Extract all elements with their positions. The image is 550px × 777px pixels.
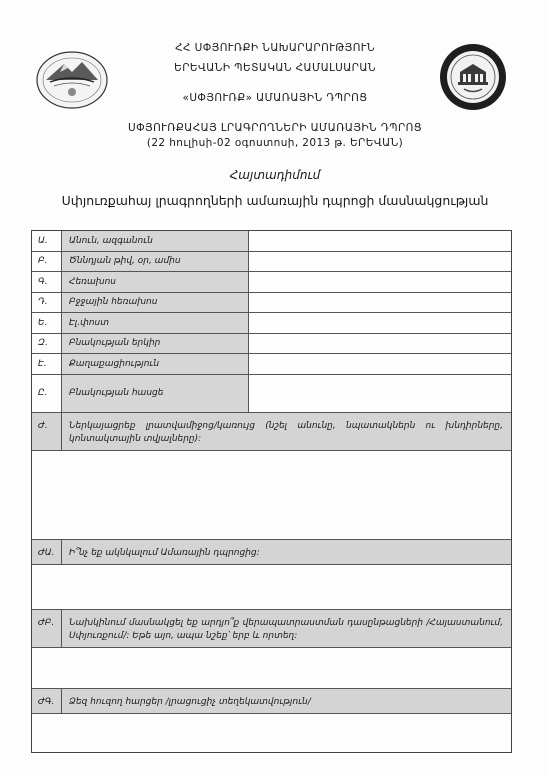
header-university: ԵՐԵՎԱՆԻ ՊԵՏԱԿԱՆ ՀԱՄԱԼՍԱՐԱՆ bbox=[174, 62, 376, 74]
phone-input[interactable] bbox=[249, 272, 511, 292]
email-input[interactable] bbox=[249, 313, 511, 333]
question-text: Ներկայացրեք լրատվամիջոց/կառույց (նշել անունը, նպատակներն ու խնդիրները, կոնտակտային տվյալները): bbox=[69, 420, 503, 444]
header-ministry: ՀՀ ՍՓՅՈՒՌՔԻ ՆԱԽԱՐԱՐՈՒԹՅՈՒՆ bbox=[175, 42, 375, 54]
field-letter: Ը. bbox=[32, 375, 62, 412]
field-row-address bbox=[32, 375, 511, 413]
address-input[interactable] bbox=[249, 375, 511, 412]
header-program: ՍՓՅՈՒՌՔԱՀԱՅ ԼՐԱԳՐՈՂՆԵՐԻ ԱՄԱՌԱՅԻՆ ԴՊՐՈՑ bbox=[128, 122, 422, 134]
header-school: «ՍՓՅՈՒՌՔ» ԱՄԱՌԱՅԻՆ ԴՊՐՈՑ bbox=[182, 92, 368, 104]
form-subtitle: Սփյուռքահայ լրագրողների ամառային դպրոցի մասնակցության bbox=[61, 193, 489, 208]
header-dates: (22 հուլիսի-02 օգոստոսի, 2013 թ. ԵՐԵՎԱՆ) bbox=[146, 137, 404, 149]
question-letter: ԺԳ. bbox=[32, 689, 62, 713]
field-letter: Ե. bbox=[32, 313, 62, 333]
question-row-prior-training bbox=[32, 610, 511, 648]
question-row-expectations bbox=[32, 540, 511, 565]
field-row-citizenship bbox=[32, 354, 511, 375]
prior-training-answer-area[interactable] bbox=[32, 648, 511, 689]
field-label: Ծննդյան թիվ, օր, ամիս bbox=[62, 252, 249, 272]
field-label: Քաղաքացիություն bbox=[62, 354, 249, 374]
question-text: Ի՞նչ եք ակնկալում Ամառային դպրոցից: bbox=[69, 547, 260, 558]
field-letter: Դ. bbox=[32, 293, 62, 313]
field-letter: Է. bbox=[32, 354, 62, 374]
citizenship-input[interactable] bbox=[249, 354, 511, 374]
field-letter: Ա. bbox=[32, 231, 62, 251]
field-letter: Բ. bbox=[32, 252, 62, 272]
field-row-birthdate bbox=[32, 252, 511, 273]
birthdate-input[interactable] bbox=[249, 252, 511, 272]
field-row-name bbox=[32, 231, 511, 252]
question-letter: Ժ. bbox=[32, 413, 62, 450]
question-row-other bbox=[32, 689, 511, 714]
mobile-input[interactable] bbox=[249, 293, 511, 313]
field-label: Բնակության երկիր bbox=[62, 334, 249, 354]
question-letter: ԺԲ. bbox=[32, 610, 62, 647]
field-row-email bbox=[32, 313, 511, 334]
question-text: Նախկինում մասնակցել եք արդյո՞ք վերապատրաստման դասընթացների /Հայաստանում, Սփյուռքում/: Եթե այո, ապա նշեք՝ երբ և որտեղ: bbox=[69, 617, 503, 641]
question-row-media bbox=[32, 413, 511, 451]
field-label: Էլ.փոստ bbox=[62, 313, 249, 333]
question-text: Ձեզ հուզող հարցեր /լրացուցիչ տեղեկատվություն/ bbox=[69, 696, 311, 707]
field-letter: Գ. bbox=[32, 272, 62, 292]
field-row-mobile bbox=[32, 293, 511, 314]
application-table bbox=[31, 230, 512, 753]
field-label: Բնակության հասցե bbox=[62, 375, 249, 412]
field-row-country bbox=[32, 334, 511, 355]
question-letter: ԺԱ. bbox=[32, 540, 62, 564]
media-answer-area[interactable] bbox=[32, 451, 511, 540]
field-label: Հեռախոս bbox=[62, 272, 249, 292]
field-label: Անուն, ազգանուն bbox=[62, 231, 249, 251]
field-row-phone bbox=[32, 272, 511, 293]
field-label: Բջջային հեռախոս bbox=[62, 293, 249, 313]
other-answer-area[interactable] bbox=[32, 714, 511, 752]
country-input[interactable] bbox=[249, 334, 511, 354]
form-title: Հայտադիմում bbox=[229, 168, 321, 182]
field-letter: Զ. bbox=[32, 334, 62, 354]
expectations-answer-area[interactable] bbox=[32, 565, 511, 610]
name-input[interactable] bbox=[249, 231, 511, 251]
